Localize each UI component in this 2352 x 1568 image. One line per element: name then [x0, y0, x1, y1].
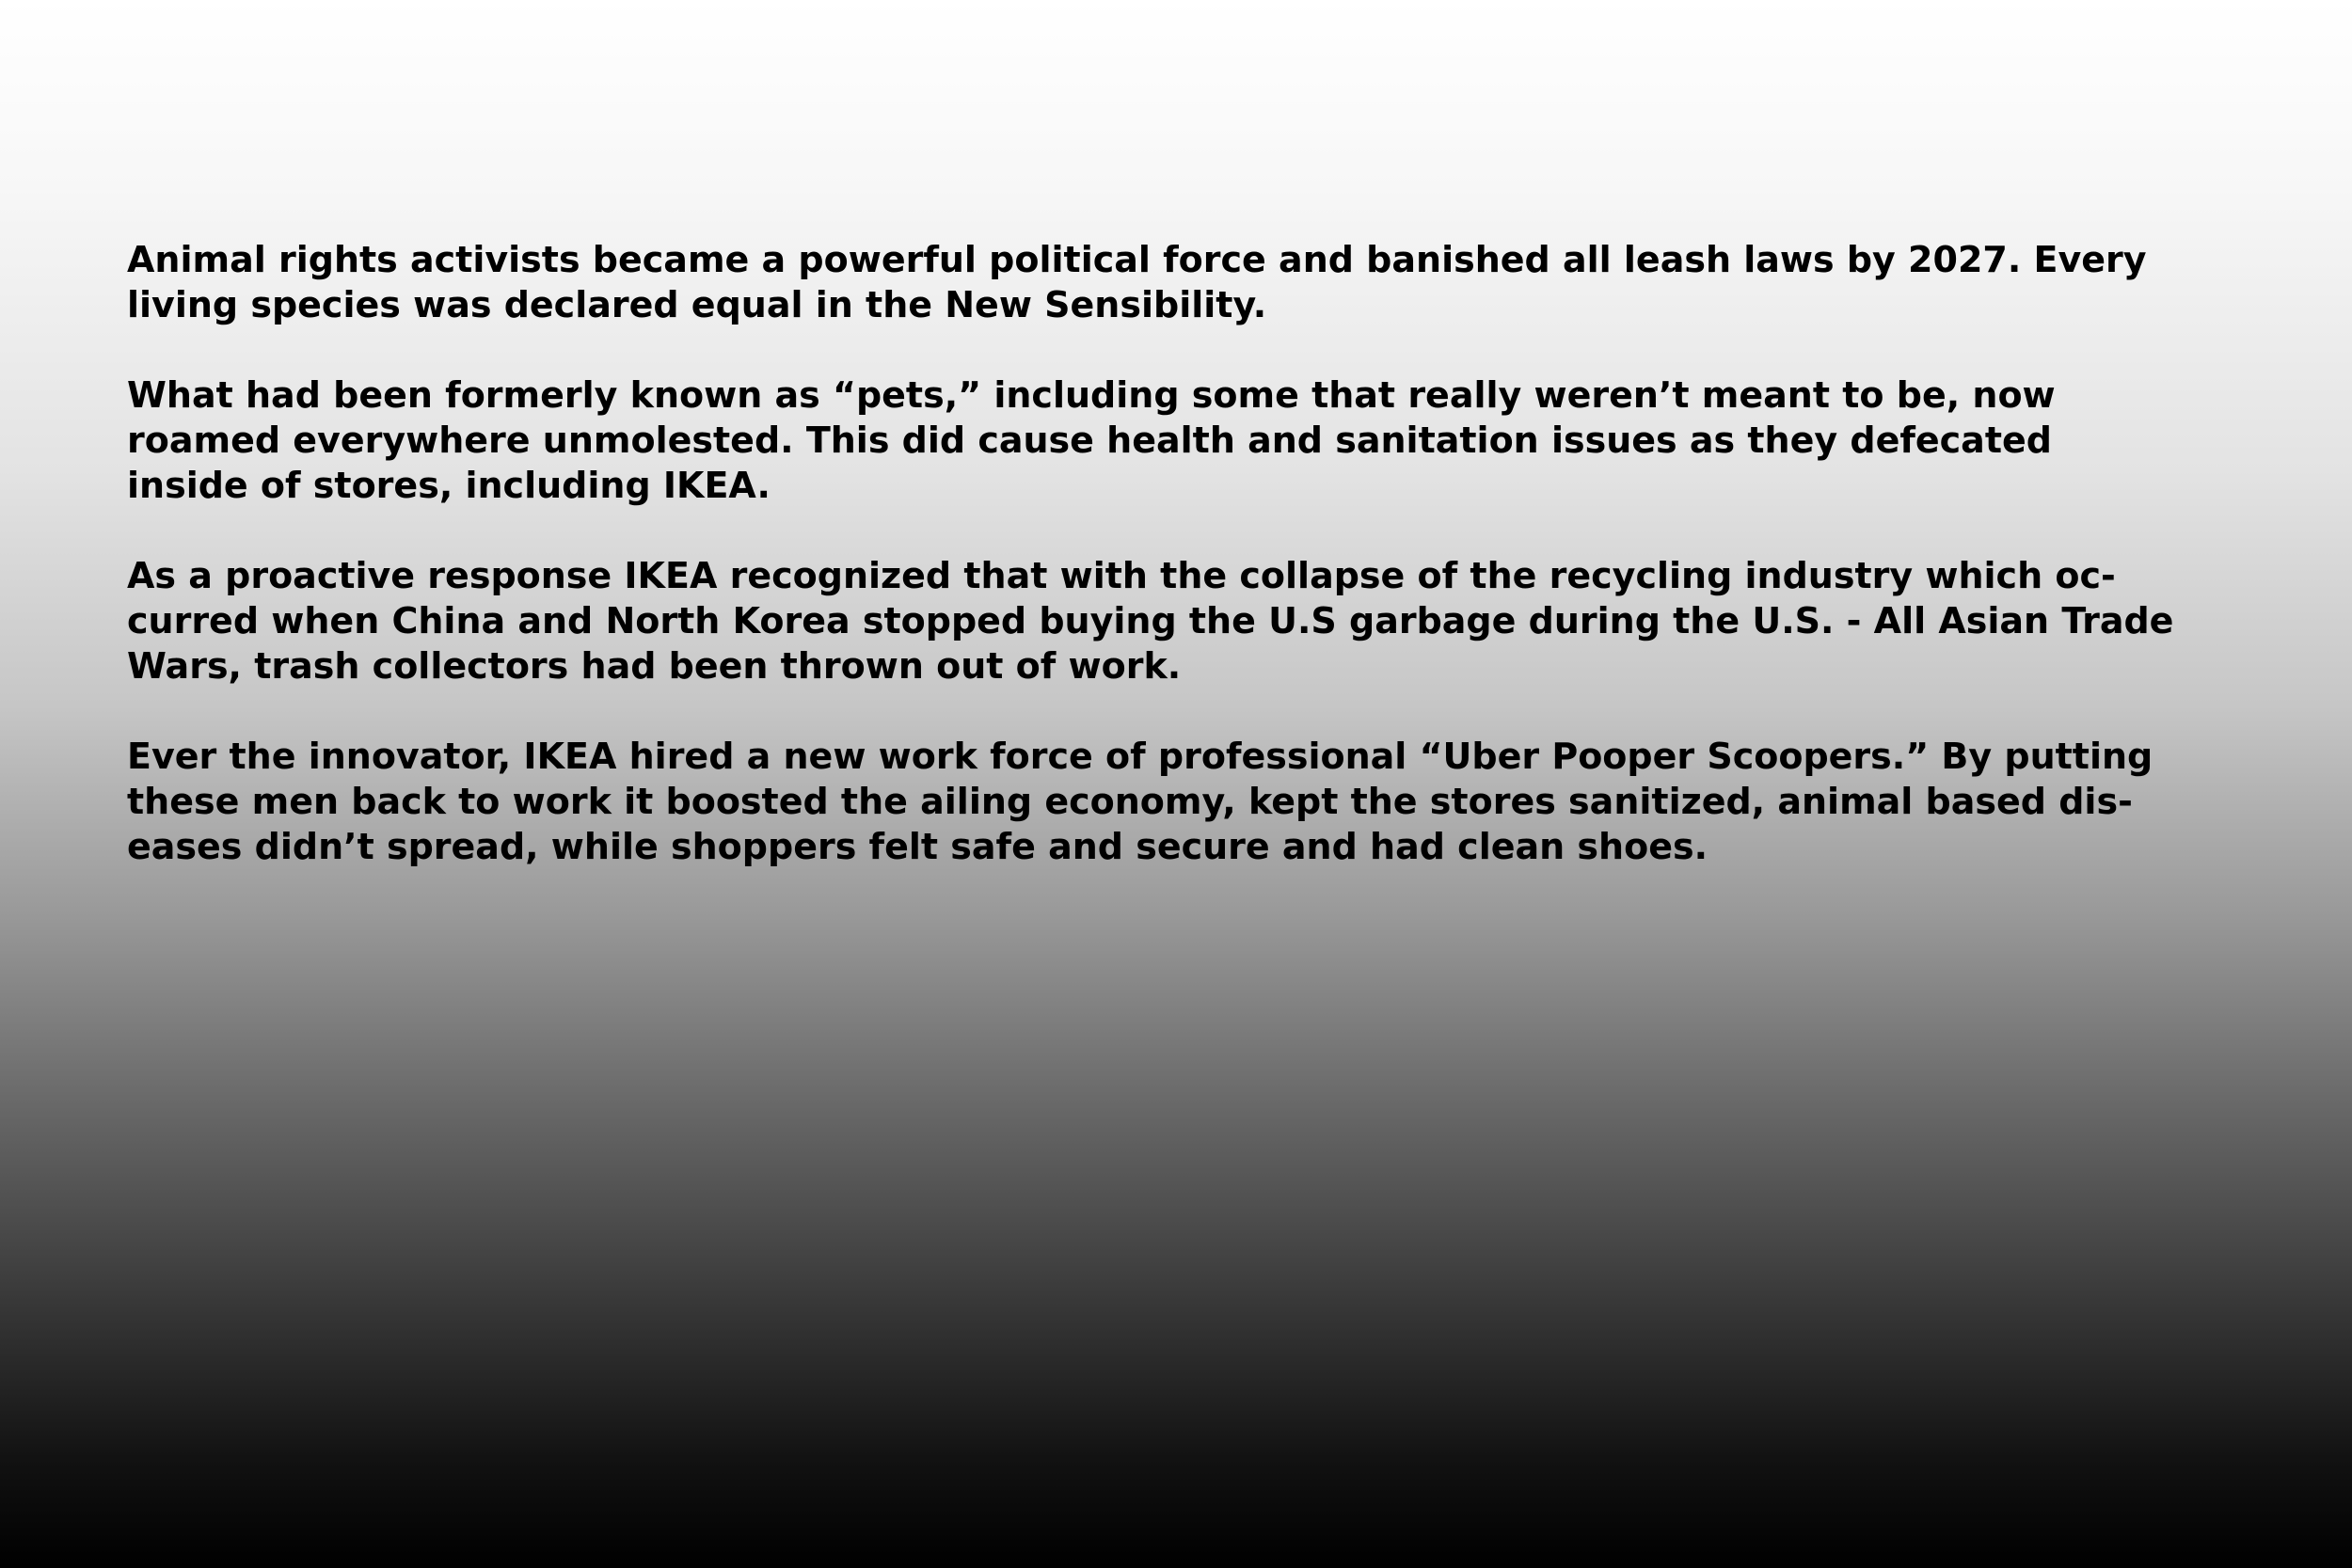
text-line: eases didn’t spread, while shoppers felt safe and secure and had clean shoes.	[127, 826, 1708, 867]
paragraph-recycling	[127, 553, 2291, 689]
text-line: Animal rights activists became a powerful political force and banished all leash laws by 2027. Every	[127, 239, 2147, 280]
text-line: roamed everywhere unmolested. This did cause health and sanitation issues as they defecated	[127, 420, 2052, 461]
text-line: curred when China and North Korea stopped buying the U.S garbage during the U.S. - All Asian Trade	[127, 600, 2174, 641]
text-line: these men back to work it boosted the ailing economy, kept the stores sanitized, animal based dis-	[127, 781, 2133, 822]
paragraph-pooper-scoopers	[127, 734, 2291, 869]
text-line: inside of stores, including IKEA.	[127, 465, 771, 506]
paragraph-pets	[127, 372, 2291, 508]
text-line: As a proactive response IKEA recognized that with the collapse of the recycling industry which oc-	[127, 555, 2116, 596]
text-line: Ever the innovator, IKEA hired a new work force of professional “Uber Pooper Scoopers.” By putting	[127, 736, 2153, 777]
paragraph-leash-laws	[127, 237, 2291, 327]
story-text-block	[127, 237, 2291, 914]
text-line: Wars, trash collectors had been thrown out of work.	[127, 645, 1182, 687]
text-line: What had been formerly known as “pets,” including some that really weren’t meant to be, now	[127, 374, 2056, 416]
text-line: living species was declared equal in the New Sensibility.	[127, 284, 1267, 325]
